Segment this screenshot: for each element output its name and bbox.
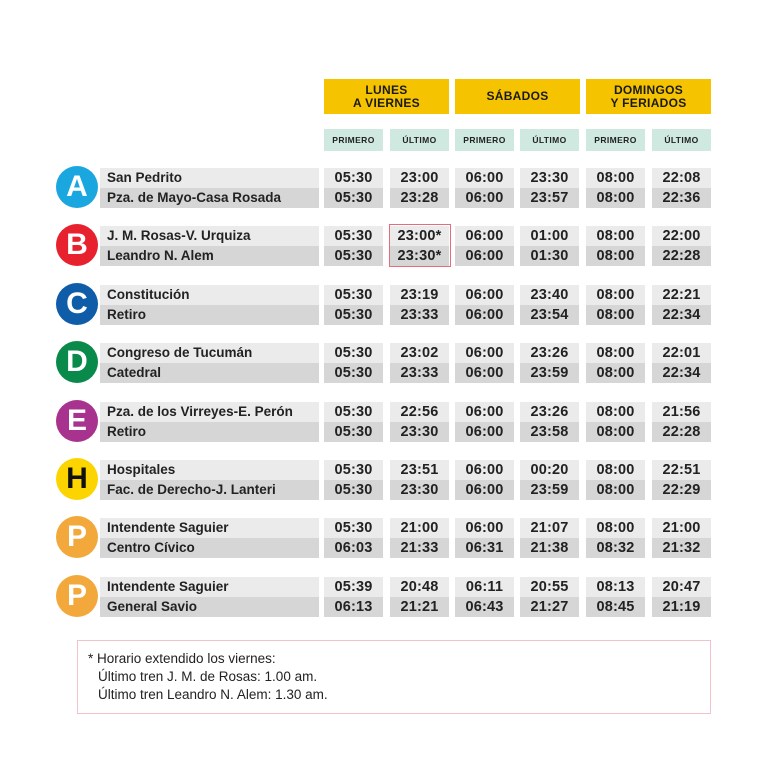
last-train-time: 01:30 [520,246,579,266]
first-train-time: 06:00 [455,168,514,188]
subway-line-row [0,165,768,209]
header-domingos-feriados: DOMINGOS Y FERIADOS [586,79,711,114]
footnote-box [77,640,711,714]
line-badge-icon: C [56,283,98,325]
station-destination: Centro Cívico [100,538,319,558]
first-train-time: 06:43 [455,597,514,617]
station-destination: Retiro [100,305,319,325]
first-train-time: 06:00 [455,226,514,246]
last-train-time: 22:00 [652,226,711,246]
subheader-primero: PRIMERO [324,129,383,151]
line-badge-icon: P [56,575,98,617]
last-train-time: 22:01 [652,343,711,363]
last-train-time: 22:34 [652,363,711,383]
last-train-time: 21:21 [390,597,449,617]
last-train-time: 23:19 [390,285,449,305]
last-train-time: 22:36 [652,188,711,208]
first-train-time: 06:00 [455,246,514,266]
subway-line-row [0,282,768,326]
first-train-time: 05:30 [324,363,383,383]
first-train-time: 08:00 [586,305,645,325]
last-train-time: 23:57 [520,188,579,208]
first-train-time: 08:00 [586,402,645,422]
last-train-time: 21:56 [652,402,711,422]
last-train-time: 21:32 [652,538,711,558]
last-train-time: 23:40 [520,285,579,305]
line-badge-icon: E [56,400,98,442]
line-badge-icon: A [56,166,98,208]
last-train-time: 23:58 [520,422,579,442]
first-train-time: 06:00 [455,422,514,442]
header-lunes-viernes: LUNES A VIERNES [324,79,449,114]
line-badge-icon: H [56,458,98,500]
last-train-time: 23:00 [390,168,449,188]
station-destination: General Savio [100,597,319,617]
first-train-time: 06:00 [455,305,514,325]
station-origin: San Pedrito [100,168,319,188]
first-train-time: 06:00 [455,518,514,538]
line-badge-icon: D [56,341,98,383]
last-train-time: 22:29 [652,480,711,500]
subheader-ultimo: ÚLTIMO [520,129,579,151]
first-train-time: 08:13 [586,577,645,597]
subway-line-row [0,515,768,559]
station-origin: J. M. Rosas-V. Urquiza [100,226,319,246]
last-train-time: 23:00* [390,226,449,246]
last-train-time: 23:30 [390,480,449,500]
first-train-time: 05:30 [324,305,383,325]
footnote-title: * Horario extendido los viernes: [88,651,276,666]
station-destination: Retiro [100,422,319,442]
station-origin: Intendente Saguier [100,577,319,597]
last-train-time: 23:26 [520,402,579,422]
last-train-time: 23:30 [390,422,449,442]
first-train-time: 08:00 [586,363,645,383]
first-train-time: 06:00 [455,460,514,480]
last-train-time: 21:00 [652,518,711,538]
last-train-time: 21:07 [520,518,579,538]
first-train-time: 05:30 [324,285,383,305]
first-train-time: 05:39 [324,577,383,597]
first-train-time: 08:00 [586,422,645,442]
line-badge-icon: P [56,516,98,558]
first-train-time: 06:11 [455,577,514,597]
last-train-time: 21:38 [520,538,579,558]
subheader-ultimo: ÚLTIMO [652,129,711,151]
last-train-time: 20:47 [652,577,711,597]
first-train-time: 06:13 [324,597,383,617]
first-train-time: 06:00 [455,343,514,363]
first-train-time: 05:30 [324,343,383,363]
last-train-time: 21:19 [652,597,711,617]
first-train-time: 08:00 [586,188,645,208]
station-origin: Pza. de los Virreyes-E. Perón [100,402,319,422]
first-train-time: 08:00 [586,285,645,305]
last-train-time: 23:59 [520,363,579,383]
first-train-time: 08:00 [586,518,645,538]
station-destination: Catedral [100,363,319,383]
last-train-time: 22:51 [652,460,711,480]
line-badge-icon: B [56,224,98,266]
first-train-time: 06:31 [455,538,514,558]
first-train-time: 05:30 [324,480,383,500]
first-train-time: 08:00 [586,226,645,246]
first-train-time: 06:00 [455,363,514,383]
first-train-time: 08:00 [586,343,645,363]
first-train-time: 05:30 [324,422,383,442]
last-train-time: 23:54 [520,305,579,325]
last-train-time: 01:00 [520,226,579,246]
first-train-time: 05:30 [324,168,383,188]
last-train-time: 22:56 [390,402,449,422]
footnote-line-alem: Último tren Leandro N. Alem: 1.30 am. [98,687,328,702]
subway-line-row [0,399,768,443]
first-train-time: 06:00 [455,402,514,422]
last-train-time: 20:55 [520,577,579,597]
subway-line-row [0,340,768,384]
first-train-time: 08:00 [586,246,645,266]
first-train-time: 06:03 [324,538,383,558]
last-train-time: 23:30 [520,168,579,188]
station-origin: Constitución [100,285,319,305]
subheader-primero: PRIMERO [455,129,514,151]
last-train-time: 22:08 [652,168,711,188]
subway-line-row [0,223,768,267]
last-train-time: 23:33 [390,363,449,383]
last-train-time: 22:28 [652,246,711,266]
first-train-time: 08:45 [586,597,645,617]
last-train-time: 23:26 [520,343,579,363]
last-train-time: 23:30* [390,246,449,266]
first-train-time: 05:30 [324,460,383,480]
last-train-time: 20:48 [390,577,449,597]
first-train-time: 06:00 [455,188,514,208]
first-train-time: 06:00 [455,285,514,305]
last-train-time: 23:02 [390,343,449,363]
first-train-time: 05:30 [324,246,383,266]
subheader-primero: PRIMERO [586,129,645,151]
last-train-time: 23:51 [390,460,449,480]
first-train-time: 05:30 [324,188,383,208]
last-train-time: 00:20 [520,460,579,480]
footnote-line-rosas: Último tren J. M. de Rosas: 1.00 am. [98,669,318,684]
station-destination: Pza. de Mayo-Casa Rosada [100,188,319,208]
last-train-time: 23:33 [390,305,449,325]
subway-line-row [0,457,768,501]
header-sabados: SÁBADOS [455,79,580,114]
station-origin: Intendente Saguier [100,518,319,538]
first-train-time: 05:30 [324,402,383,422]
station-origin: Congreso de Tucumán [100,343,319,363]
first-train-time: 08:32 [586,538,645,558]
station-origin: Hospitales [100,460,319,480]
last-train-time: 22:28 [652,422,711,442]
first-train-time: 05:30 [324,226,383,246]
station-destination: Leandro N. Alem [100,246,319,266]
first-train-time: 05:30 [324,518,383,538]
subheader-ultimo: ÚLTIMO [390,129,449,151]
last-train-time: 23:59 [520,480,579,500]
first-train-time: 08:00 [586,460,645,480]
first-train-time: 06:00 [455,480,514,500]
first-train-time: 08:00 [586,480,645,500]
last-train-time: 22:34 [652,305,711,325]
last-train-time: 21:00 [390,518,449,538]
last-train-time: 21:27 [520,597,579,617]
last-train-time: 21:33 [390,538,449,558]
last-train-time: 23:28 [390,188,449,208]
subway-line-row [0,574,768,618]
last-train-time: 22:21 [652,285,711,305]
first-train-time: 08:00 [586,168,645,188]
station-destination: Fac. de Derecho-J. Lanteri [100,480,319,500]
